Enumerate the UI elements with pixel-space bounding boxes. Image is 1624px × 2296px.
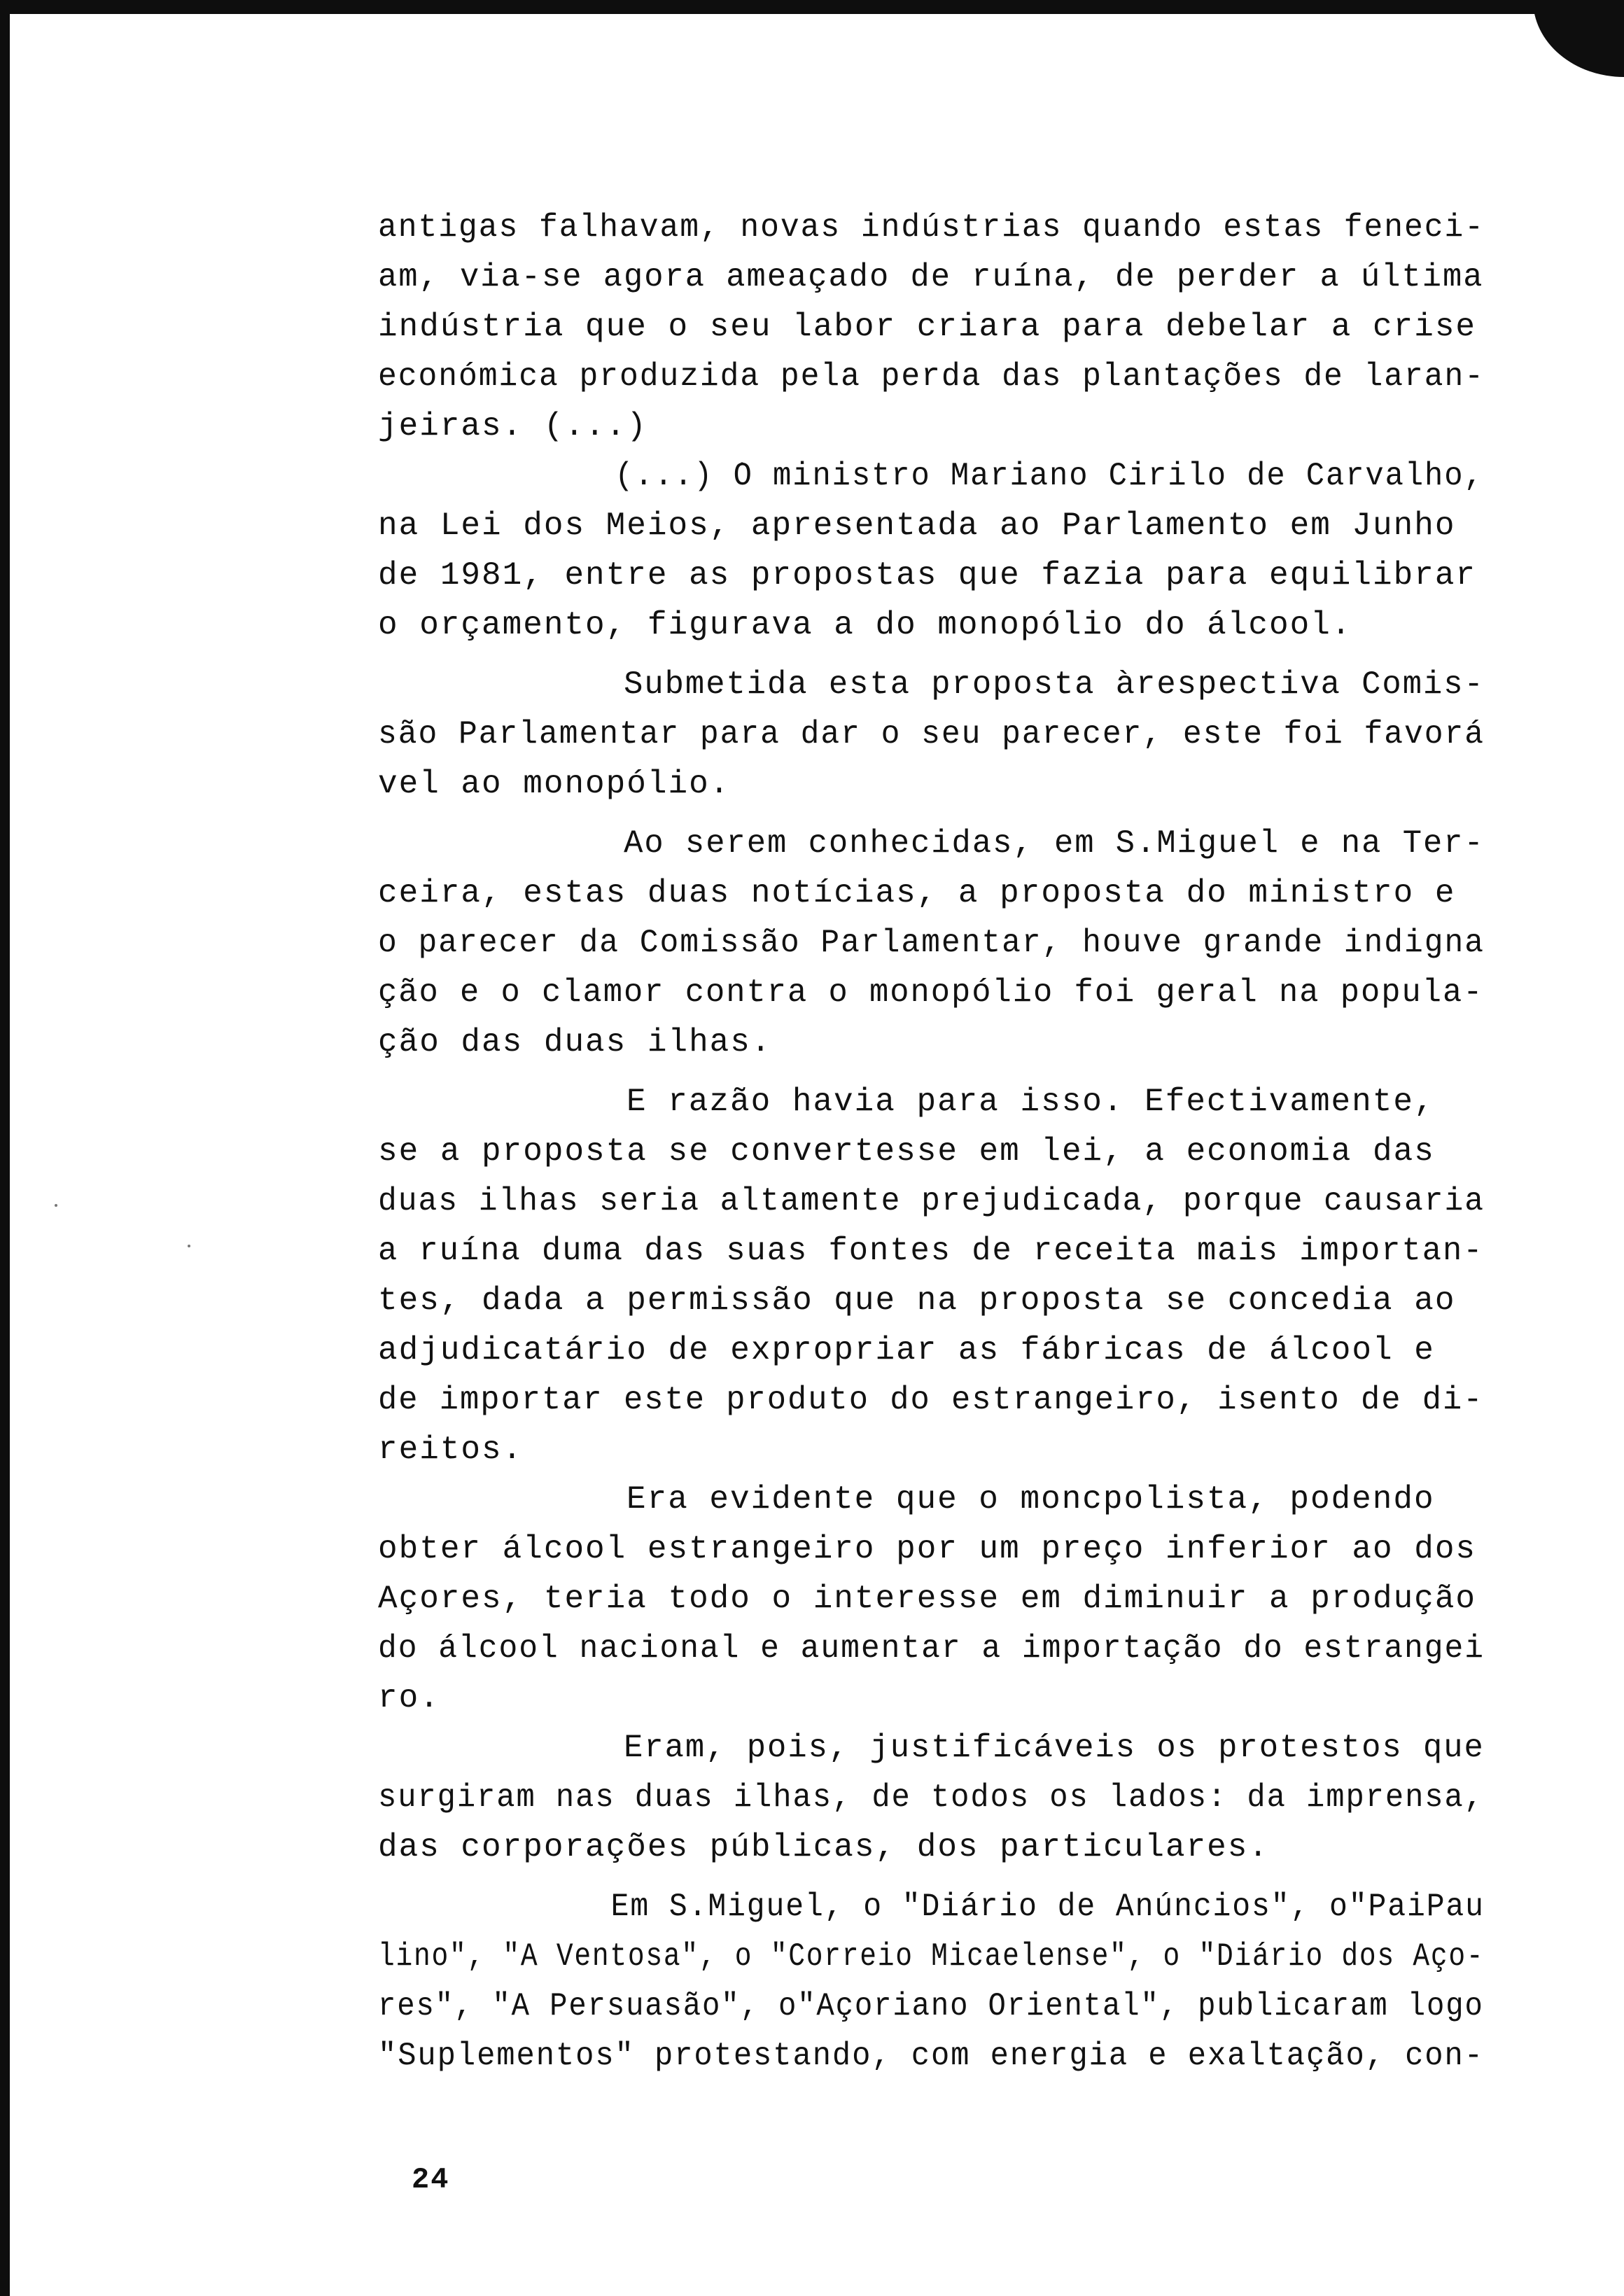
text-line: jeiras. (...) [378,408,648,444]
text-line: (...) O ministro Mariano Cirilo de Carvalho, [615,458,1484,494]
text-line: Era evidente que o moncpolista, podendo [626,1481,1435,1518]
scan-speck [55,1204,57,1207]
paragraph-1 [378,203,1484,451]
paragraph-8 [378,1882,1484,2081]
text-line: vel ao monopólio. [378,766,731,802]
text-line: Eram, pois, justificáveis os protestos que [624,1730,1485,1766]
text-line: surgiram nas duas ilhas, de todos os lados: da imprensa, [378,1779,1484,1816]
text-line: Açores, teria todo o interesse em diminuir a produção [378,1581,1477,1617]
text-line: se a proposta se convertesse em lei, a economia das [378,1133,1435,1170]
text-line: ção das duas ilhas. [378,1024,772,1060]
scan-speck [188,1245,190,1247]
text-line: de importar este produto do estrangeiro, isento de di- [378,1382,1484,1418]
text-line: ceira, estas duas notícias, a proposta do ministro e [378,875,1456,911]
text-line: Em S.Miguel, o "Diário de Anúncios", o"PaiPau [610,1889,1485,1925]
scan-corner [1533,0,1624,77]
text-line: de 1981, entre as propostas que fazia para equilibrar [378,557,1477,594]
paragraph-7 [378,1723,1484,1872]
text-line: ro. [378,1680,440,1716]
paragraph-6 [378,1475,1484,1723]
text-line: das corporações públicas, dos particulares. [378,1829,1269,1865]
text-line: adjudicatário de expropriar as fábricas de álcool e [378,1332,1435,1368]
paragraph-2 [378,451,1484,650]
text-line: obter álcool estrangeiro por um preço inferior ao dos [378,1531,1477,1567]
text-line: "Suplementos" protestando, com energia e exaltação, con- [378,2038,1484,2074]
text-line: am, via-se agora ameaçado de ruína, de perder a última [378,259,1484,295]
text-line: Ao serem conhecidas, em S.Miguel e na Ter- [624,825,1485,862]
text-line: tes, dada a permissão que na proposta se concedia ao [378,1282,1456,1319]
paragraph-3 [378,660,1484,809]
page-body-text [378,203,1484,2081]
paragraph-5 [378,1077,1484,1475]
text-line: res", "A Persuasão", o"Açoriano Oriental", publicaram logo [378,1988,1484,2024]
text-line: a ruína duma das suas fontes de receita mais importan- [378,1233,1484,1269]
text-line: E razão havia para isso. Efectivamente, [626,1084,1435,1120]
text-line: Submetida esta proposta àrespectiva Comis- [624,666,1485,703]
text-line: o parecer da Comissão Parlamentar, houve grande indigna [378,925,1485,961]
text-line: na Lei dos Meios, apresentada ao Parlamento em Junho [378,507,1456,544]
text-line: o orçamento, figurava a do monopólio do álcool. [378,607,1352,643]
scan-border-top [0,0,1624,14]
text-line: lino", "A Ventosa", o "Correio Micaelense", o "Diário dos Aço- [378,1938,1485,1975]
page-number: 24 [412,2163,450,2197]
text-line: indústria que o seu labor criara para debelar a crise [378,309,1477,345]
text-line: do álcool nacional e aumentar a importação do estrangei [378,1630,1485,1667]
text-line: duas ilhas seria altamente prejudicada, porque causaria [378,1183,1485,1219]
text-line: são Parlamentar para dar o seu parecer, este foi favorá [378,716,1485,752]
text-line: económica produzida pela perda das plantações de laran- [378,358,1485,395]
text-line: reitos. [378,1432,524,1468]
text-line: antigas falhavam, novas indústrias quando estas feneci- [378,209,1485,246]
text-line: ção e o clamor contra o monopólio foi geral na popula- [378,974,1484,1011]
scan-border-left [0,0,10,2296]
paragraph-4 [378,819,1484,1068]
